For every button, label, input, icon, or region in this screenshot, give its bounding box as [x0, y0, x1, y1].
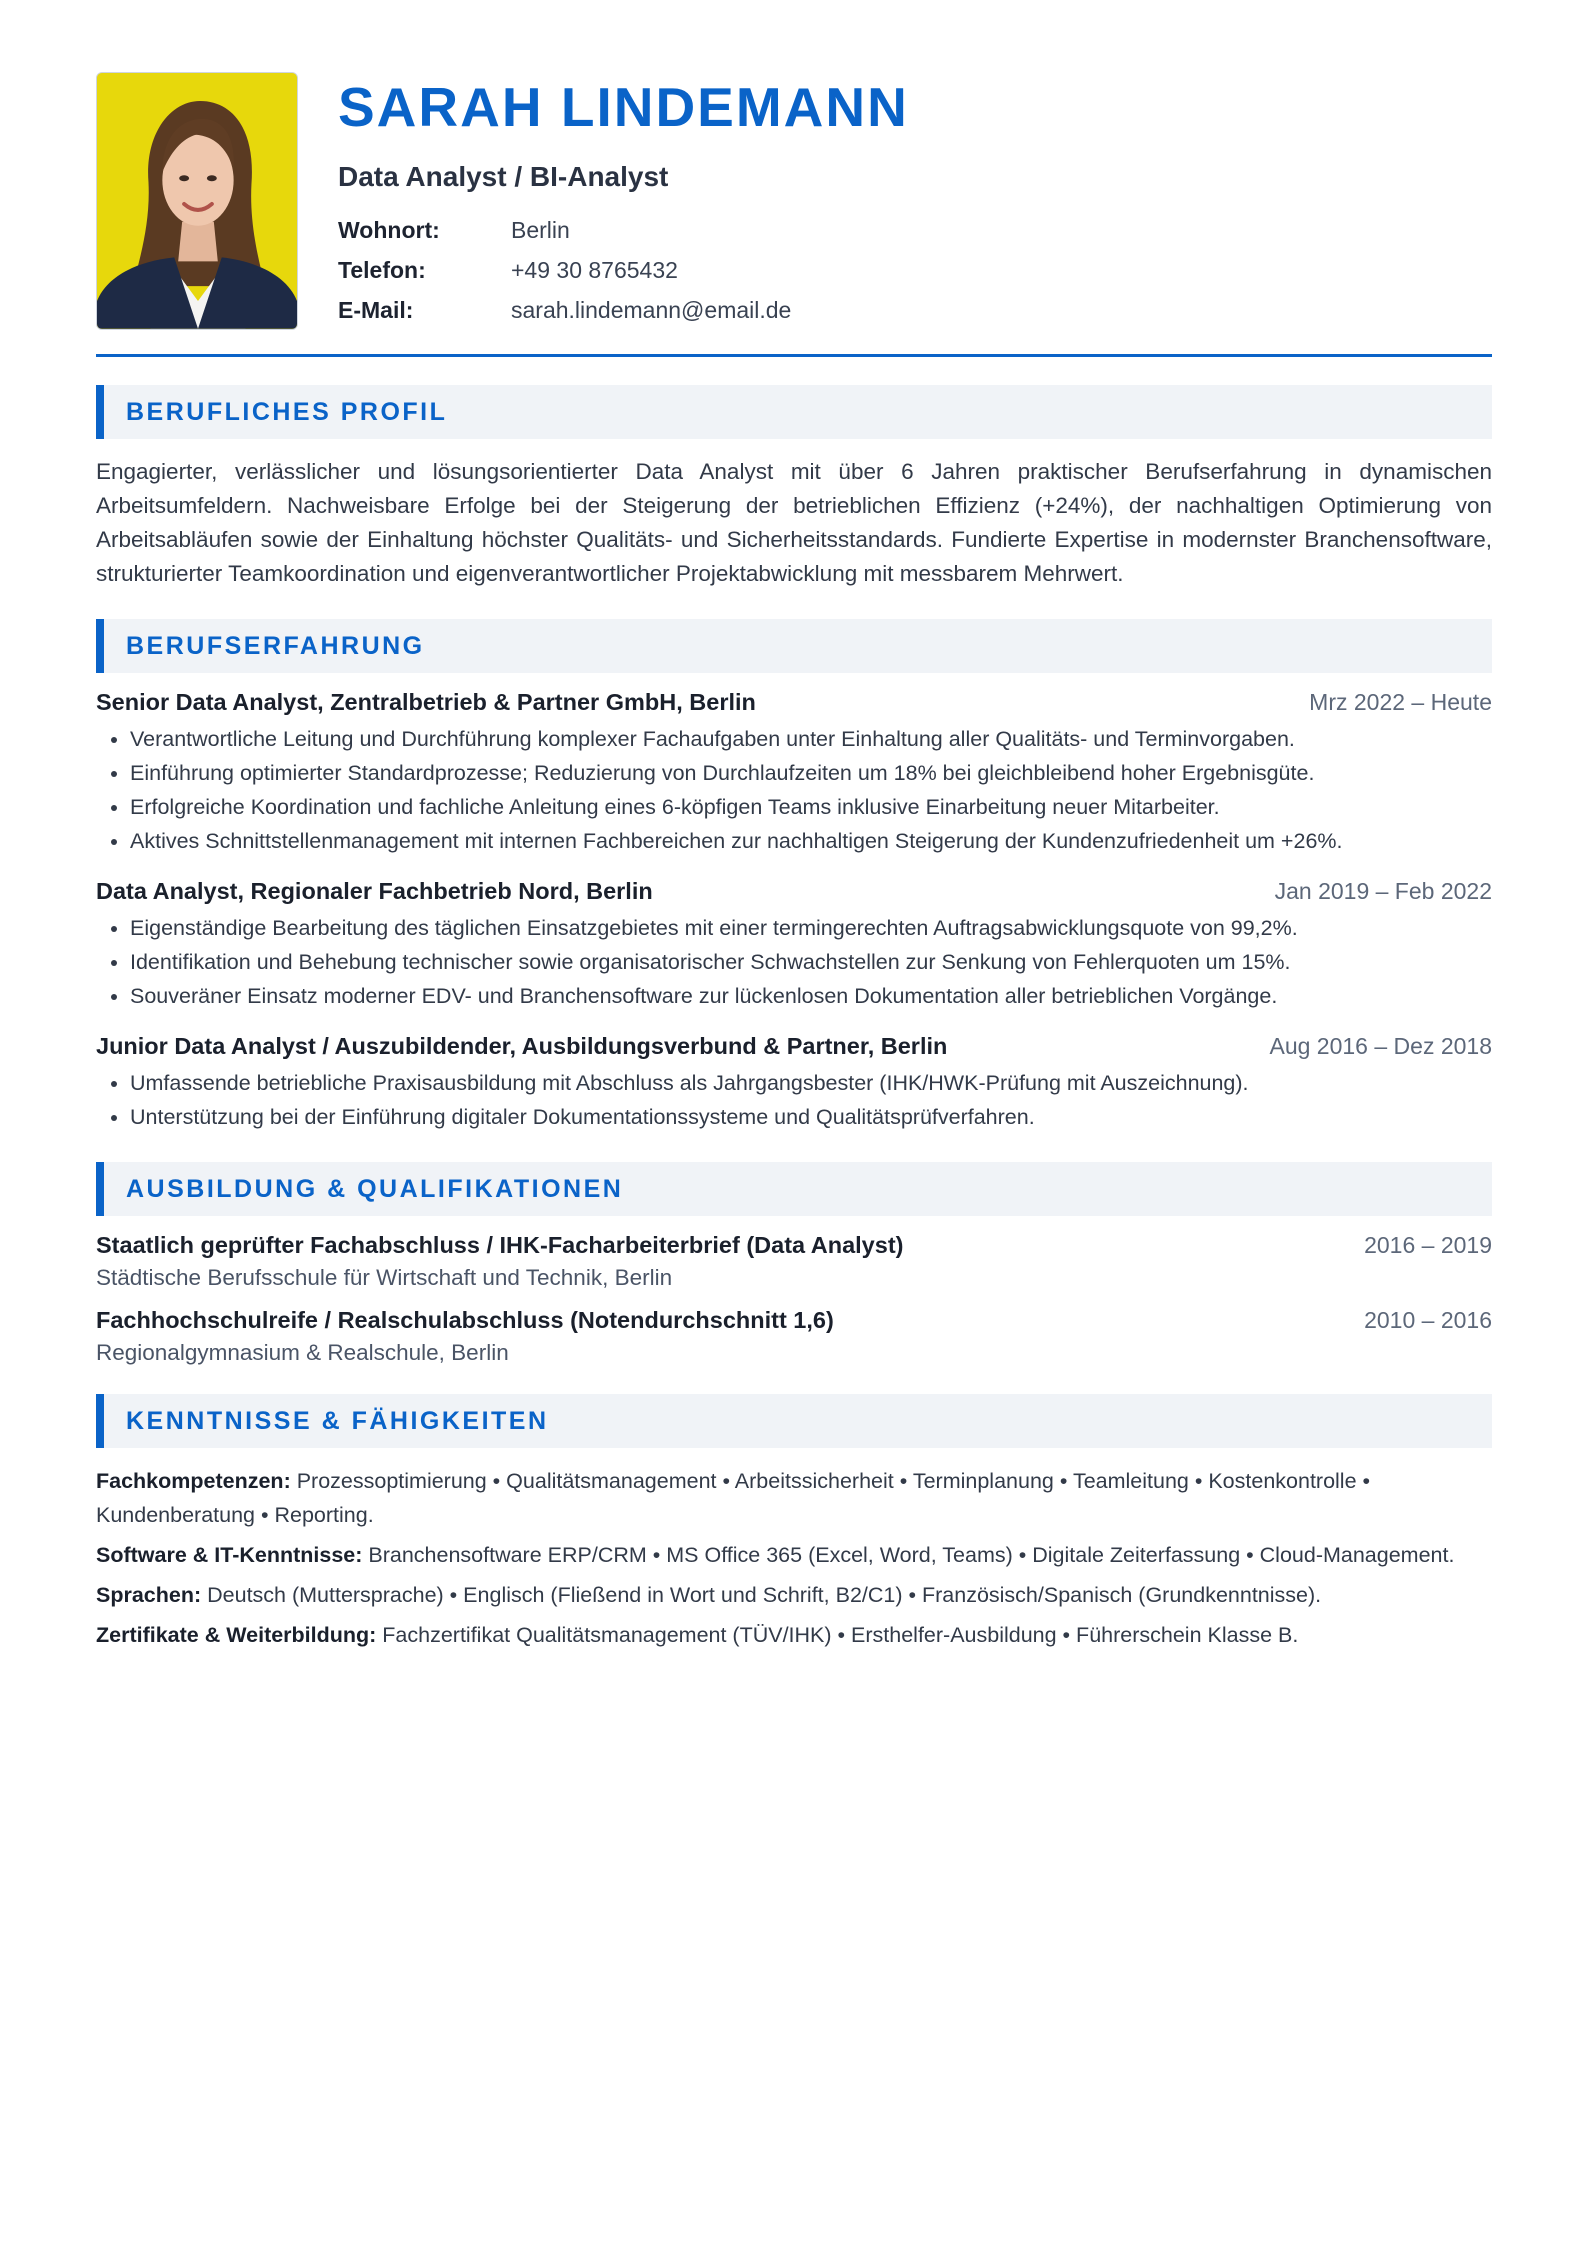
job-entry	[96, 878, 1492, 1013]
candidate-headline: Data Analyst / BI-Analyst	[338, 161, 669, 192]
resume-header	[96, 72, 1492, 330]
section-title-skills: KENNTNISSE & FÄHIGKEITEN	[96, 1394, 1492, 1448]
contact-value-email[interactable]: sarah.lindemann@email.de	[511, 297, 792, 323]
education-title: Staatlich geprüfter Fachabschluss / IHK-Facharbeiterbrief (Data Analyst)	[96, 1232, 904, 1258]
skill-label: Software & IT-Kenntnisse:	[96, 1543, 369, 1567]
job-entry	[96, 1033, 1492, 1134]
skill-value: Branchensoftware ERP/CRM • MS Office 365 (Excel, Word, Teams) • Digitale Zeiterfassung • Cloud-Management.	[368, 1543, 1455, 1567]
contact-details	[338, 215, 909, 325]
education-date: 2016 – 2019	[1364, 1232, 1492, 1258]
job-entry	[96, 689, 1492, 858]
job-bullet: • Verantwortliche Leitung und Durchführung komplexer Fachaufgaben unter Einhaltung aller Qualitäts- und Terminvorgaben.	[130, 722, 1492, 756]
job-title: Junior Data Analyst / Auszubildender, Ausbildungsverbund & Partner, Berlin	[96, 1033, 948, 1059]
section-title-experience: BERUFSERFAHRUNG	[96, 619, 1492, 673]
job-bullet: • Aktives Schnittstellenmanagement mit internen Fachbereichen zur nachhaltigen Steigerung der Kundenzufriedenheit um +26%.	[130, 824, 1492, 858]
skills-list	[96, 1464, 1492, 1652]
job-bullet: • Eigenständige Bearbeitung des täglichen Einsatzgebietes mit einer termingerechten Auftragsabwicklungsquote von 99,2%.	[130, 911, 1492, 945]
education-title: Fachhochschulreife / Realschulabschluss (Notendurchschnitt 1,6)	[96, 1307, 834, 1333]
education-school: Regionalgymnasium & Realschule, Berlin	[96, 1340, 509, 1365]
portrait-photo	[96, 72, 298, 330]
education-entry	[96, 1232, 1492, 1291]
skill-label: Zertifikate & Weiterbildung:	[96, 1623, 383, 1647]
header-divider	[96, 354, 1492, 357]
education-school: Städtische Berufsschule für Wirtschaft und Technik, Berlin	[96, 1265, 673, 1290]
contact-label-phone: Telefon:	[338, 257, 426, 283]
job-bullet: • Umfassende betriebliche Praxisausbildung mit Abschluss als Jahrgangsbester (IHK/HWK-Prüfung mit Auszeichnung).	[130, 1066, 1492, 1100]
education-entry	[96, 1307, 1492, 1366]
portrait-photo-image	[97, 73, 297, 329]
skill-value: Fachzertifikat Qualitätsmanagement (TÜV/IHK) • Ersthelfer-Ausbildung • Führerschein Klasse B.	[382, 1623, 1299, 1647]
job-bullet: • Erfolgreiche Koordination und fachliche Anleitung eines 6-köpfigen Teams inklusive Einarbeitung neuer Mitarbeiter.	[130, 790, 1492, 824]
contact-value-location: Berlin	[511, 217, 570, 243]
job-bullets	[96, 722, 1492, 858]
contact-label-email: E-Mail:	[338, 297, 414, 323]
job-bullet: • Einführung optimierter Standardprozesse; Reduzierung von Durchlaufzeiten um 18% bei gleichbleibend hoher Ergebnisgüte.	[130, 756, 1492, 790]
contact-label-location: Wohnort:	[338, 217, 440, 243]
job-date: Mrz 2022 – Heute	[1309, 689, 1492, 715]
contact-value-phone: +49 30 8765432	[511, 257, 678, 283]
skill-label: Sprachen:	[96, 1583, 208, 1607]
job-bullets	[96, 1066, 1492, 1134]
skill-value: Prozessoptimierung • Qualitätsmanagement • Arbeitssicherheit • Terminplanung • Teamleitung • Kostenkontrolle • Kundenberatung • Reporting.	[96, 1469, 1371, 1527]
skill-row	[96, 1538, 1492, 1572]
job-date: Aug 2016 – Dez 2018	[1269, 1033, 1492, 1059]
skill-row	[96, 1618, 1492, 1652]
job-title: Data Analyst, Regionaler Fachbetrieb Nord, Berlin	[96, 878, 653, 904]
job-date: Jan 2019 – Feb 2022	[1274, 878, 1492, 904]
skill-row	[96, 1578, 1492, 1612]
job-bullet: • Unterstützung bei der Einführung digitaler Dokumentationssysteme und Qualitätsprüfverfahren.	[130, 1100, 1492, 1134]
job-bullet: • Identifikation und Behebung technischer sowie organisatorischer Schwachstellen zur Senkung von Fehlerquoten um 15%.	[130, 945, 1492, 979]
skill-value: Deutsch (Muttersprache) • Englisch (Fließend in Wort und Schrift, B2/C1) • Französisch/Spanisch (Grundkenntnisse).	[207, 1583, 1322, 1607]
job-bullet: • Souveräner Einsatz moderner EDV- und Branchensoftware zur lückenlosen Dokumentation aller betrieblichen Vorgänge.	[130, 979, 1492, 1013]
job-title: Senior Data Analyst, Zentralbetrieb & Partner GmbH, Berlin	[96, 689, 756, 715]
skill-label: Fachkompetenzen:	[96, 1469, 297, 1493]
header-info	[338, 72, 909, 325]
candidate-name: SARAH LINDEMANN	[338, 76, 909, 138]
profile-summary: Engagierter, verlässlicher und lösungsorientierter Data Analyst mit über 6 Jahren praktischer Berufserfahrung in dynamischen Arbeitsumfeldern. Nachweisbare Erfolge bei der Steigerung der betrieblichen Effizienz (+24%), der nachhaltigen Optimierung von Arbeitsabläufen sowie der Einhaltung höchster Qualitäts- und Sicherheitsstandards. Fundierte Expertise in modernster Branchensoftware, strukturierter Teamkoordination und eigenverantwortlicher Projektabwicklung mit messbarem Mehrwert.	[96, 459, 1492, 586]
skill-row	[96, 1464, 1492, 1532]
section-title-profile: BERUFLICHES PROFIL	[96, 385, 1492, 439]
section-title-education: AUSBILDUNG & QUALIFIKATIONEN	[96, 1162, 1492, 1216]
job-bullets	[96, 911, 1492, 1013]
education-date: 2010 – 2016	[1364, 1307, 1492, 1333]
